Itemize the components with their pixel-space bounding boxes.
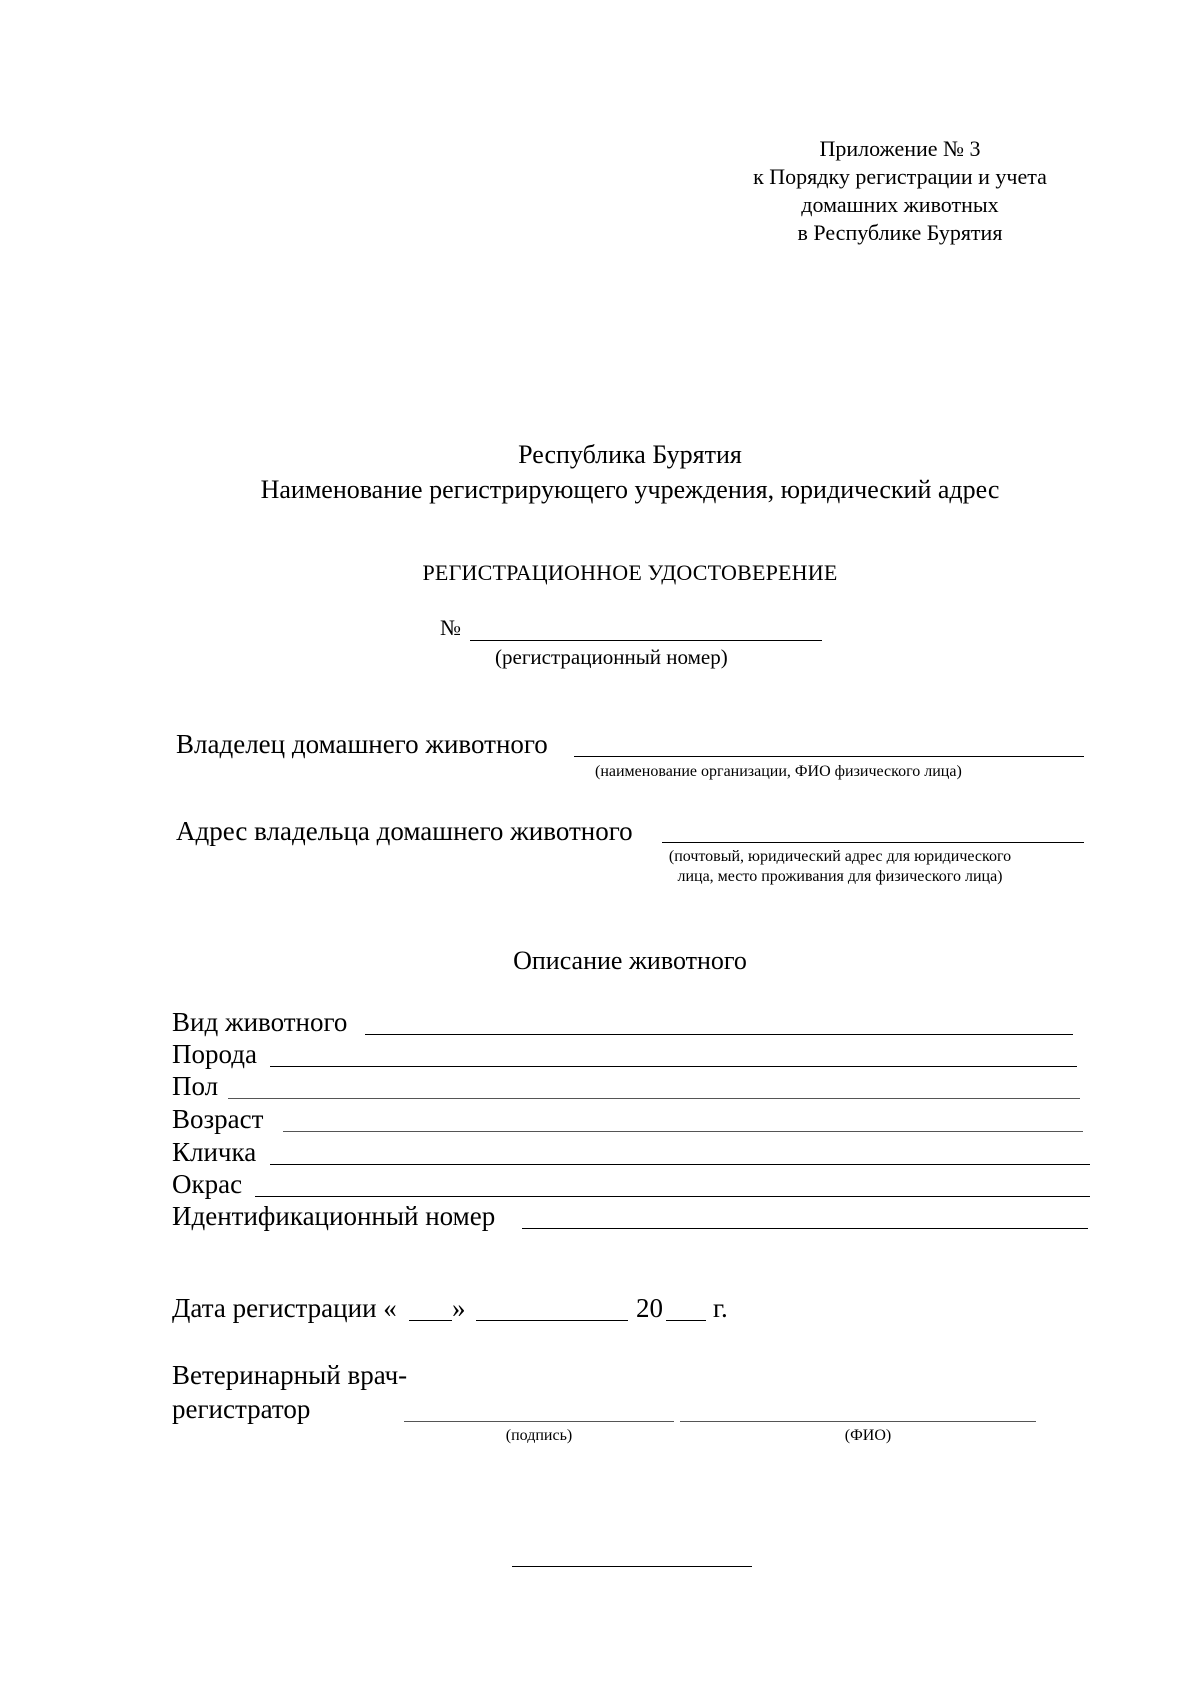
vet-name-caption: (ФИО): [844, 1427, 892, 1444]
appendix-line-3: домашних животных: [801, 192, 999, 217]
registration-year-line[interactable]: [666, 1320, 706, 1321]
field-color-label: Окрас: [172, 1169, 243, 1199]
address-line[interactable]: [662, 842, 1084, 843]
field-age-line[interactable]: [283, 1131, 1083, 1132]
appendix-line-2: к Порядку регистрации и учета: [753, 164, 1047, 189]
address-caption-line-1: (почтовый, юридический адрес для юридического: [668, 848, 1012, 865]
field-name-line[interactable]: [270, 1164, 1090, 1165]
appendix-block: [730, 135, 1070, 247]
registration-year-suffix: г.: [713, 1293, 728, 1323]
registration-month-line[interactable]: [476, 1320, 628, 1321]
field-id-line[interactable]: [522, 1228, 1088, 1229]
field-species-line[interactable]: [365, 1034, 1073, 1035]
field-age-label: Возраст: [172, 1104, 264, 1134]
field-species-label: Вид животного: [172, 1007, 348, 1037]
field-color-line[interactable]: [255, 1196, 1090, 1197]
registration-date-close-quote: »: [452, 1293, 466, 1323]
owner-line[interactable]: [574, 756, 1084, 757]
registration-number-line[interactable]: [470, 640, 822, 641]
owner-label: Владелец домашнего животного: [176, 729, 548, 759]
address-caption-line-2: лица, место проживания для физического лица): [677, 868, 1003, 885]
owner-caption: (наименование организации, ФИО физического лица): [595, 763, 962, 780]
institution-heading: Наименование регистрирующего учреждения, юридический адрес: [260, 475, 1000, 504]
address-caption: [630, 847, 1050, 887]
document-title: РЕГИСТРАЦИОННОЕ УДОСТОВЕРЕНИЕ: [422, 560, 838, 585]
description-heading: Описание животного: [513, 946, 747, 975]
number-sign: №: [440, 615, 461, 640]
field-name-label: Кличка: [172, 1137, 257, 1167]
field-sex-label: Пол: [172, 1071, 219, 1101]
registration-day-line[interactable]: [409, 1320, 452, 1321]
vet-signature-caption: (подпись): [505, 1427, 573, 1444]
field-id-label: Идентификационный номер: [172, 1201, 496, 1231]
bottom-separator: [512, 1566, 752, 1567]
vet-name-line[interactable]: [680, 1421, 1036, 1422]
address-label: Адрес владельца домашнего животного: [176, 816, 633, 846]
vet-label-line-2: регистратор: [172, 1394, 311, 1424]
appendix-line-4: в Республике Бурятия: [797, 220, 1003, 245]
registration-date-label: Дата регистрации «: [172, 1293, 397, 1323]
vet-signature-line[interactable]: [404, 1421, 674, 1422]
vet-label-line-1: Ветеринарный врач-: [172, 1360, 408, 1390]
republic-heading: Республика Бурятия: [518, 440, 742, 469]
field-breed-line[interactable]: [270, 1066, 1077, 1067]
registration-year-prefix: 20: [636, 1293, 663, 1323]
registration-number-caption: (регистрационный номер): [495, 645, 728, 669]
field-breed-label: Порода: [172, 1039, 257, 1069]
appendix-line-1: Приложение № 3: [819, 136, 981, 161]
field-sex-line[interactable]: [228, 1098, 1080, 1099]
